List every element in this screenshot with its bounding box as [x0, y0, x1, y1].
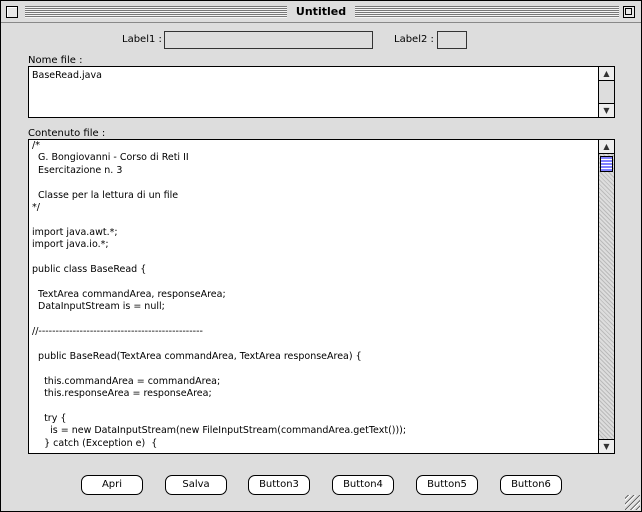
button5-button[interactable]: Button5: [416, 475, 478, 495]
label2-label: Label2 :: [394, 34, 434, 45]
apri-button[interactable]: Apri: [81, 475, 143, 495]
title-bar[interactable]: [1, 1, 641, 23]
button4-button[interactable]: Button4: [332, 475, 394, 495]
label1-label: Label1 :: [122, 34, 162, 45]
label2-field[interactable]: [437, 31, 467, 49]
contenuto-file-textarea[interactable]: [28, 139, 615, 454]
nome-file-scrollbar[interactable]: [598, 67, 614, 117]
nome-file-text[interactable]: BaseRead.java: [32, 70, 102, 81]
scroll-up-arrow-icon[interactable]: ▲: [599, 140, 614, 154]
scroll-thumb[interactable]: [600, 156, 613, 172]
button6-button[interactable]: Button6: [500, 475, 562, 495]
scroll-up-arrow-icon[interactable]: ▲: [599, 67, 614, 81]
scroll-down-arrow-icon[interactable]: ▼: [599, 103, 614, 117]
zoom-box-icon[interactable]: [623, 6, 635, 18]
close-box-icon[interactable]: [6, 6, 18, 18]
nome-file-label: Nome file :: [28, 55, 83, 66]
salva-button[interactable]: Salva: [165, 475, 227, 495]
scroll-down-arrow-icon[interactable]: ▼: [599, 439, 614, 453]
label1-field[interactable]: [164, 31, 373, 49]
contenuto-file-text[interactable]: /* G. Bongiovanni - Corso di Reti II Esercitazione n. 3 Classe per la lettura di un file */ import java.awt.*; import java.io.*; public class BaseRead { TextArea commandArea, responseArea; DataInputStream is = null; //------------------------------------------------ public BaseRead(TextArea commandArea, TextArea responseArea) { this.commandArea = commandArea; this.responseArea = responseArea; try { is = new DataInputStream(new FileInputStream(commandArea.getText())); } catch (Exception e) {: [32, 140, 407, 449]
button3-button[interactable]: Button3: [248, 475, 310, 495]
resize-grip-icon[interactable]: [625, 495, 640, 510]
nome-file-textarea[interactable]: [28, 66, 615, 118]
window-title: Untitled: [295, 5, 347, 18]
title-stripes-left: [25, 6, 287, 18]
contenuto-file-scrollbar[interactable]: [598, 140, 614, 453]
scroll-track[interactable]: [599, 154, 614, 439]
contenuto-file-label: Contenuto file :: [28, 128, 106, 139]
title-stripes-right: [355, 6, 619, 18]
